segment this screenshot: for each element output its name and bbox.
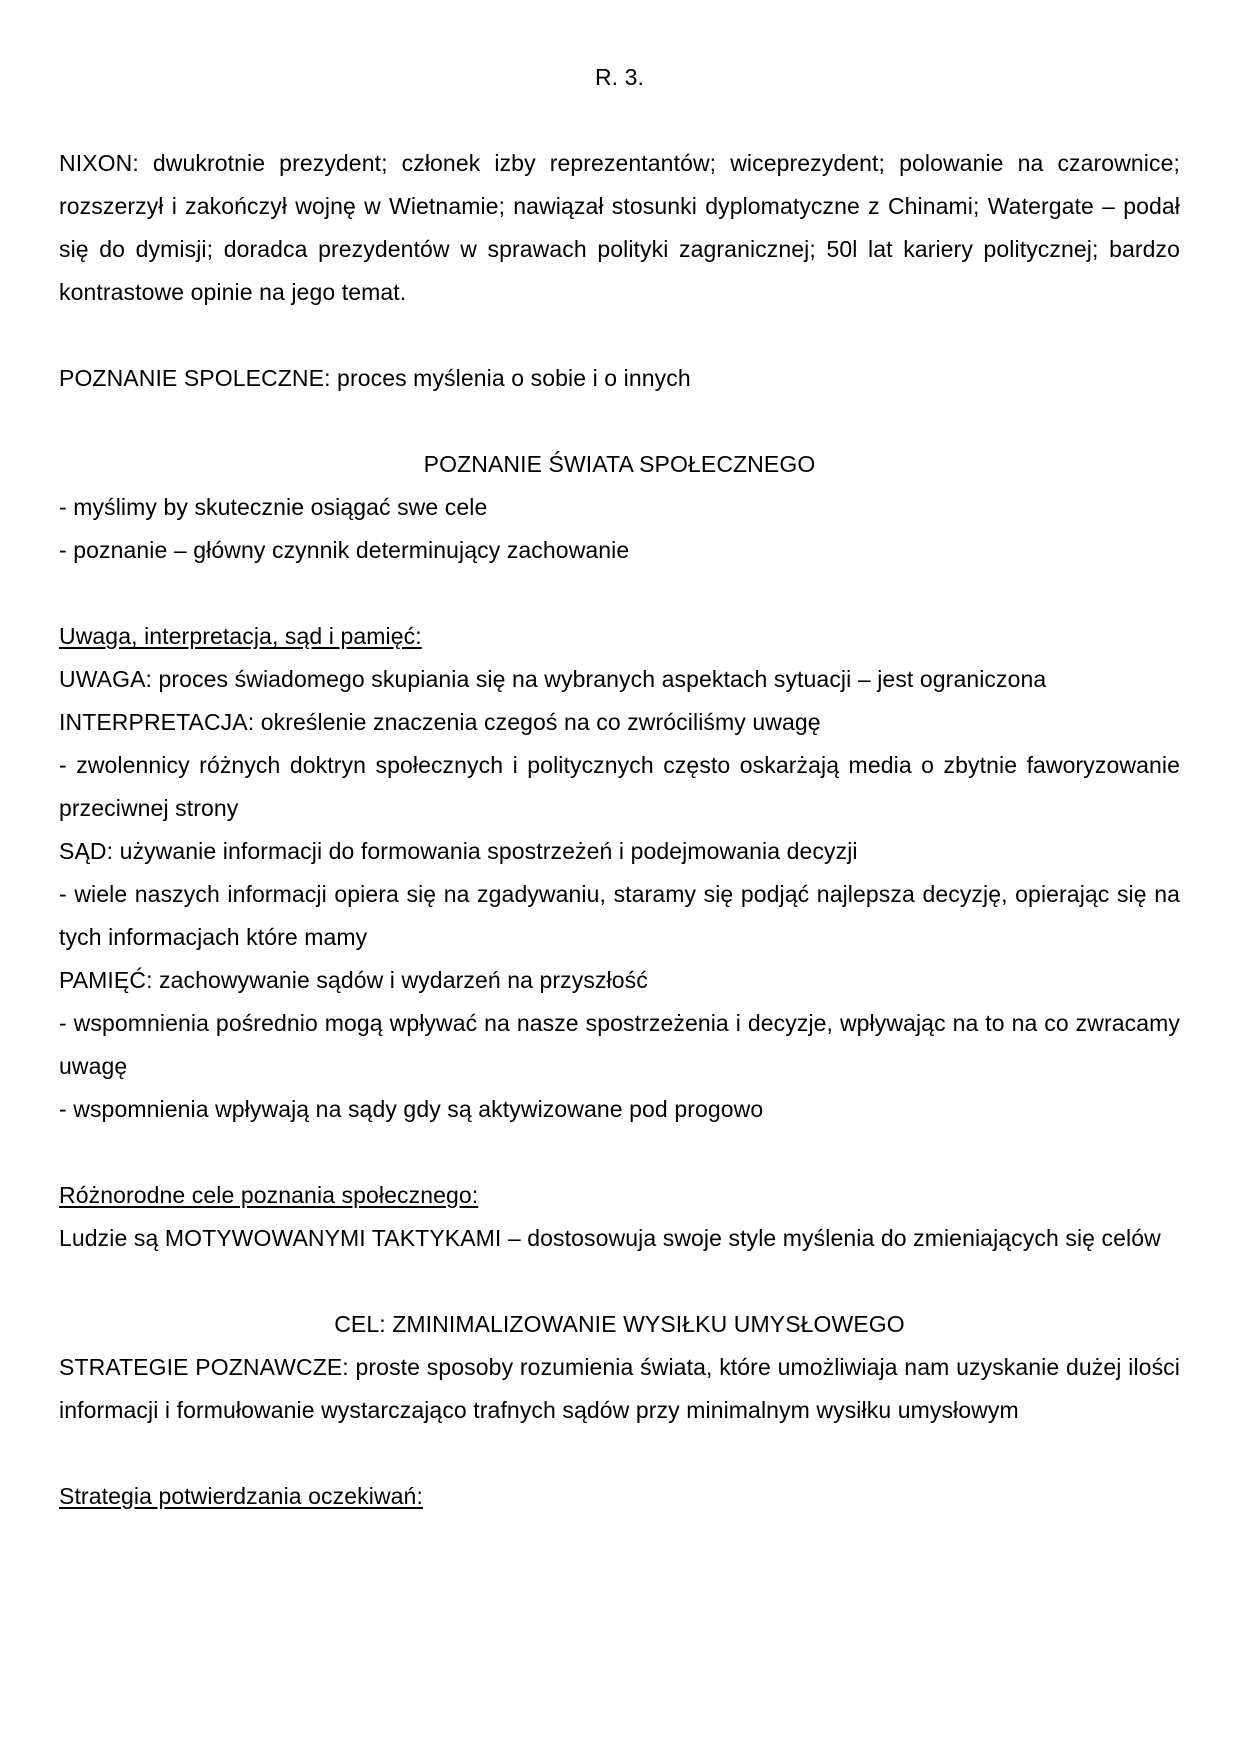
pamiec-definition: PAMIĘĆ: zachowywanie sądów i wydarzeń na przyszłość [59,967,648,993]
sad-note: - wiele naszych informacji opiera się na zgadywaniu, staramy się podjąć najlepsza decyzję, opierając się na tych informacjach które mamy [59,881,1180,950]
subheading-uwaga [59,615,1180,658]
sad-definition: SĄD: używanie informacji do formowania spostrzeżeń i podejmowania decyzji [59,838,858,864]
spacer [59,1131,1180,1174]
section-heading-poznanie-swiata: POZNANIE ŚWIATA SPOŁECZNEGO [423,451,816,477]
nixon-paragraph: NIXON: dwukrotnie prezydent; członek izby reprezentantów; wiceprezydent; polowanie na czarownice; rozszerzył i zakończył wojnę w Wietnamie; nawiązał stosunki dyplomatyczne z Chinami; Watergate – podał się do dymisji; doradca prezydentów w sprawach polityki zagranicznej; 50l lat kariery politycznej; bardzo kontrastowe opinie na jego temat. [59,150,1180,305]
definition-line: POZNANIE SPOLECZNE: proces myślenia o sobie i o innych [59,365,691,391]
uwaga-definition: UWAGA: proces świadomego skupiania się na wybranych aspektach sytuacji – jest ograniczona [59,666,1047,692]
document-body [59,56,1180,1518]
spacer [59,1260,1180,1303]
spacer [59,572,1180,615]
pamiec-note-2: - wspomnienia wpływają na sądy gdy są aktywizowane pod progowo [59,1096,764,1122]
subheading-strategia-text: Strategia potwierdzania oczekiwań: [59,1483,423,1509]
page-label: R. 3. [594,64,645,90]
spacer [59,1432,1180,1475]
section-heading-cel: CEL: ZMINIMALIZOWANIE WYSIŁKU UMYSŁOWEGO [334,1311,905,1337]
subheading-strategia [59,1475,1180,1518]
interpretacja-definition: INTERPRETACJA: określenie znaczenia czegoś na co zwróciliśmy uwagę [59,709,821,735]
bullet-line: - myślimy by skutecznie osiągać swe cele [59,494,488,520]
strategie-paragraph: STRATEGIE POZNAWCZE: proste sposoby rozumienia świata, które umożliwiaja nam uzyskanie dużej ilości informacji i formułowanie wystarczająco trafnych sądów przy minimalnym wysiłku umysłowym [59,1354,1180,1423]
subheading-uwaga-text: Uwaga, interpretacja, sąd i pamięć: [59,623,422,649]
spacer [59,400,1180,443]
pamiec-note: - wspomnienia pośrednio mogą wpływać na nasze spostrzeżenia i decyzje, wpływając na to na co zwracamy uwagę [59,1010,1180,1079]
cele-paragraph: Ludzie są MOTYWOWANYMI TAKTYKAMI – dostosowuja swoje style myślenia do zmieniających się celów [59,1225,1161,1251]
spacer [59,99,1180,142]
bullet-line: - poznanie – główny czynnik determinujący zachowanie [59,537,630,563]
subheading-cele [59,1174,1180,1217]
subheading-cele-text: Różnorodne cele poznania społecznego: [59,1182,479,1208]
interpretacja-note: - zwolennicy różnych doktryn społecznych i politycznych często oskarżają media o zbytnie faworyzowanie przeciwnej strony [59,752,1180,821]
spacer [59,314,1180,357]
